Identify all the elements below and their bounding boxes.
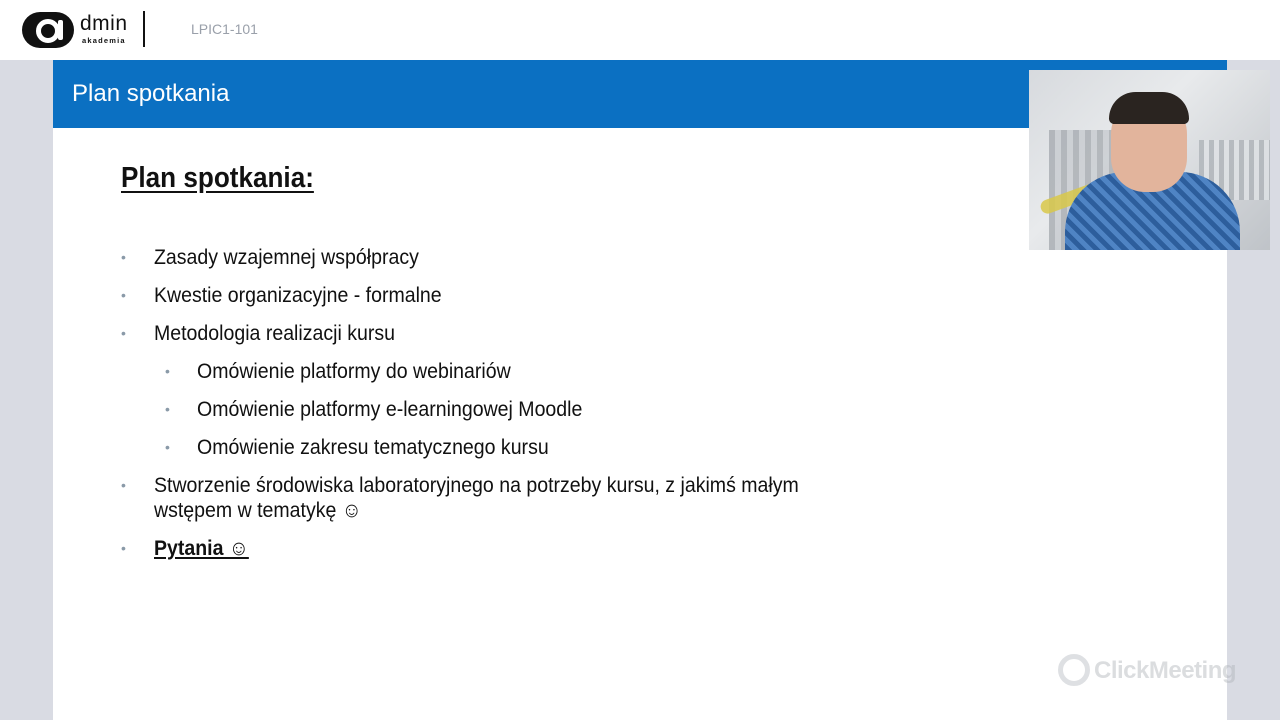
agenda-item-questions bbox=[121, 536, 881, 561]
bullet-icon: • bbox=[165, 363, 170, 379]
logo-divider bbox=[143, 11, 145, 47]
bullet-icon: • bbox=[121, 249, 126, 265]
top-bar bbox=[0, 0, 1280, 60]
agenda-subitem-text: Omówienie platformy e-learningowej Moodle bbox=[197, 398, 583, 421]
agenda-subitem bbox=[121, 435, 881, 460]
presenter-hair bbox=[1109, 92, 1189, 124]
agenda-item bbox=[121, 283, 881, 308]
agenda-subitem bbox=[121, 359, 881, 384]
presenter-webcam[interactable] bbox=[1029, 70, 1270, 250]
bullet-icon: • bbox=[121, 540, 126, 556]
agenda-item-text: Kwestie organizacyjne - formalne bbox=[154, 284, 442, 307]
bullet-icon: • bbox=[165, 401, 170, 417]
agenda-list bbox=[121, 245, 881, 574]
slide-header-title: Plan spotkania bbox=[72, 80, 230, 107]
watermark-text: ClickMeeting bbox=[1094, 657, 1237, 684]
bullet-icon: • bbox=[121, 287, 126, 303]
agenda-item bbox=[121, 321, 881, 346]
agenda-subitem-text: Omówienie zakresu tematycznego kursu bbox=[197, 436, 549, 459]
bullet-icon: • bbox=[121, 477, 126, 493]
agenda-item-text: Metodologia realizacji kursu bbox=[154, 322, 396, 345]
course-name: LPIC1-101 bbox=[191, 21, 258, 37]
clickmeeting-watermark bbox=[1058, 654, 1250, 686]
slide-title: Plan spotkania: bbox=[121, 162, 314, 194]
agenda-item bbox=[121, 473, 881, 523]
akademia-logo[interactable] bbox=[22, 11, 146, 49]
logo-mark-icon bbox=[22, 12, 74, 48]
logo-subtitle: akademia bbox=[82, 36, 126, 45]
agenda-subitem bbox=[121, 397, 881, 422]
clickmeeting-logo-icon bbox=[1058, 654, 1090, 686]
agenda-subitem-text: Omówienie platformy do webinariów bbox=[197, 360, 511, 383]
bullet-icon: • bbox=[121, 325, 126, 341]
agenda-item-text: Stworzenie środowiska laboratoryjnego na potrzeby kursu, z jakimś małym wstępem w tematykę ☺ bbox=[154, 474, 799, 522]
agenda-item-text: Pytania ☺ bbox=[154, 537, 249, 560]
agenda-item-text: Zasady wzajemnej współpracy bbox=[154, 246, 419, 269]
bullet-icon: • bbox=[165, 439, 170, 455]
logo-word: dmin bbox=[80, 12, 128, 35]
agenda-item bbox=[121, 245, 881, 270]
